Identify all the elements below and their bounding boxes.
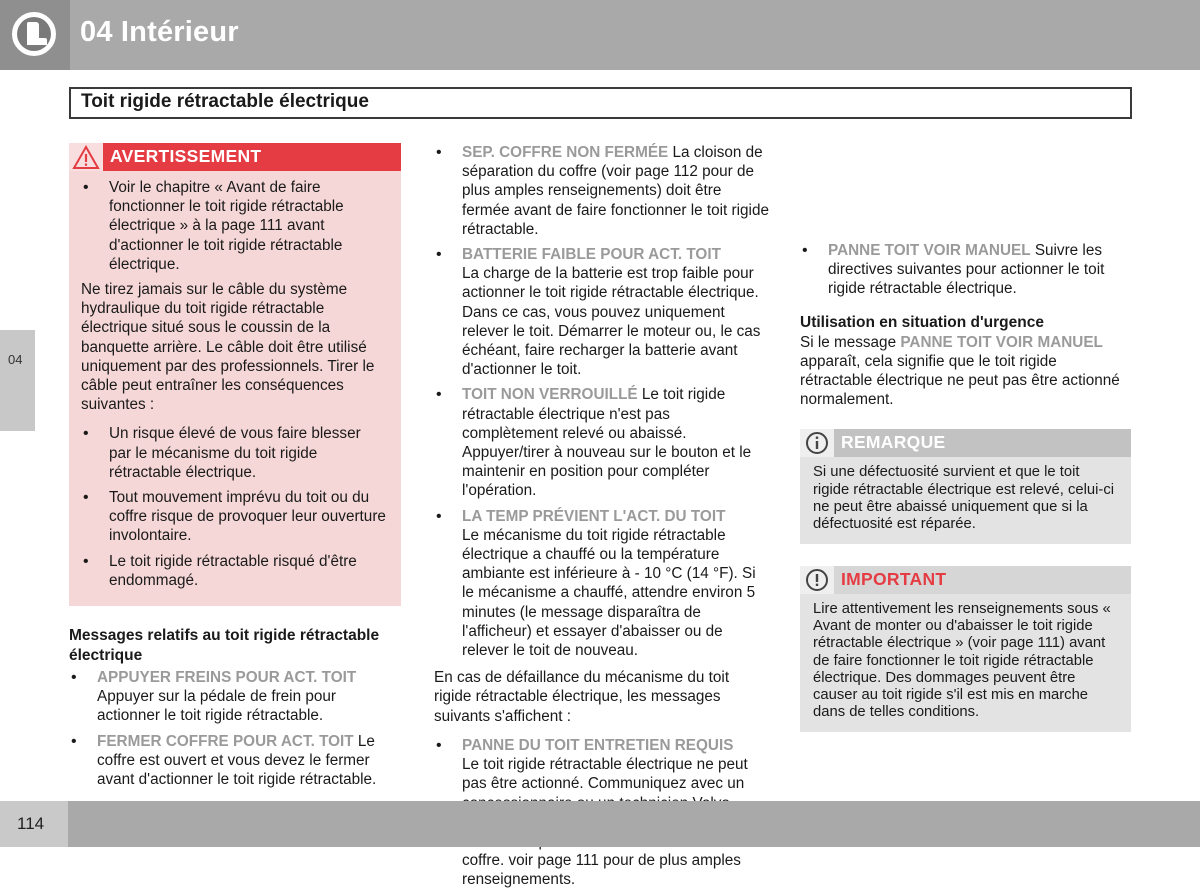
page-header xyxy=(0,0,1200,70)
message-code: LA TEMP PRÉVIENT L'ACT. DU TOIT xyxy=(462,507,726,525)
emergency-code: PANNE TOIT VOIR MANUEL xyxy=(900,333,1103,351)
continuation-spacer xyxy=(800,143,1131,239)
message-text: Suivre les directives suivantes pour actionner le toit rigide rétractable électrique. xyxy=(828,242,1105,298)
warning-item: • Un risque élevé de vous faire blesser par le mécanisme du toit rigide rétractable électrique. xyxy=(81,424,387,482)
message-code: FERMER COFFRE POUR ACT. TOIT xyxy=(97,732,354,750)
side-tab-label: 04 xyxy=(8,352,23,367)
message-item xyxy=(434,385,769,500)
column-3 xyxy=(800,143,1131,732)
message-code: PANNE DU TOIT ENTRETIEN REQUIS xyxy=(462,736,734,754)
column-1 xyxy=(69,143,401,795)
message-code: SEP. COFFRE NON FERMÉE xyxy=(462,144,669,161)
section-title-box xyxy=(69,87,1132,119)
remarque-header xyxy=(800,429,1131,457)
remarque-box xyxy=(800,429,1131,543)
warning-body xyxy=(69,171,401,590)
failure-message-item xyxy=(800,241,1131,299)
exclamation-icon xyxy=(800,566,834,594)
chapter-title: 04 Intérieur xyxy=(80,16,239,48)
message-text: Le coffre est ouvert et vous devez le fermer avant d'actionner le toit rigide rétractable. xyxy=(97,732,377,789)
warning-header xyxy=(69,143,401,171)
page-number-box xyxy=(0,801,68,847)
warning-intro-item: • Voir le chapitre « Avant de faire fonctionner le toit rigide rétractable électrique » à la page 111 avant d'actionner le toit rigide rétractable électrique. xyxy=(81,178,387,274)
warning-title: AVERTISSEMENT xyxy=(110,146,262,166)
column-2 xyxy=(434,143,769,889)
emergency-paragraph xyxy=(800,333,1131,410)
message-item xyxy=(69,732,401,790)
important-title: IMPORTANT xyxy=(841,568,947,589)
remarque-text: Si une défectuosité survient et que le toit rigide rétractable électrique est relevé, celui-ci ne peut être abaissé uniquement que si la défectuosité est réparée. xyxy=(813,464,1115,533)
message-item xyxy=(434,507,769,661)
page-number: 114 xyxy=(17,814,45,833)
emergency-heading: Utilisation en situation d'urgence xyxy=(800,313,1044,331)
message-item xyxy=(434,143,769,239)
message-code: PANNE TOIT VOIR MANUEL xyxy=(828,242,1031,259)
warning-item: • Tout mouvement imprévu du toit ou du coffre risque de provoquer leur ouverture involontaire. xyxy=(81,488,387,546)
message-code: APPUYER FREINS POUR ACT. TOIT xyxy=(97,669,357,687)
seat-icon xyxy=(11,11,57,57)
messages-heading: Messages relatifs au toit rigide rétractable électrique xyxy=(69,627,380,665)
message-item xyxy=(434,245,769,379)
message-text: Le toit rigide rétractable électrique ne peut pas être actionné. Communiquez avec un coffre. voir page 111 pour de plus amples renseignements. xyxy=(462,756,748,889)
important-header xyxy=(800,566,1131,594)
important-text: Lire attentivement les renseignements sous « Avant de monter ou d'abaisser le toit rigide rétractable électrique » (voir page 111) avant de faire fonctionner le toit rigide rétractable électrique. Des dommages peuvent être causer au toit rigide s'il est mis en marche dans de telles conditions. xyxy=(813,600,1111,721)
message-text: Appuyer sur la pédale de frein pour actionner le toit rigide rétractable. xyxy=(97,688,336,725)
emergency-prefix: Si le message xyxy=(800,333,897,351)
message-text: Le toit rigide rétractable électrique n'est pas complètement relevé ou abaissé. Appuyer/tirer à nouveau sur le bouton et le maintenir en position pour compléter l'opération. xyxy=(462,386,752,500)
chapter-badge xyxy=(0,0,70,70)
message-text: La charge de la batterie est trop faible pour actionner le toit rigide rétractable électrique. Dans ce cas, vous pouvez uniquement relever le toit. Démarrer le moteur ou, le cas échéant, faire recharger la batterie avant d'actionner le toit. xyxy=(462,265,761,379)
info-icon xyxy=(800,429,834,457)
warning-triangle-icon xyxy=(69,143,103,171)
message-code: TOIT NON VERROUILLÉ xyxy=(462,386,638,404)
section-title: Toit rigide rétractable électrique xyxy=(81,91,369,112)
important-box xyxy=(800,566,1131,732)
message-text: Le mécanisme du toit rigide rétractable électrique a chauffé ou la température ambiante est inférieure à - 10 °C (14 °F). Si le mécanisme a chauffé, attendre environ 5 minutes (le message disparaîtra de l'afficheur) et essayer d'abaisser ou de relever le toit de nouveau. xyxy=(462,526,756,660)
failure-paragraph: En cas de défaillance du mécanisme du toit rigide rétractable électrique, les messages suivants s'affichent : xyxy=(434,669,730,725)
page-footer xyxy=(0,801,1200,847)
message-code: BATTERIE FAIBLE POUR ACT. TOIT xyxy=(462,246,721,264)
warning-paragraph: Ne tirez jamais sur le câble du système hydraulique du toit rigide rétractable électrique situé sous le coussin de la banquette arrière. Le câble doit être utilisé uniquement par des professionnels. Tirer le câble peut entraîner les conséquences suivantes : xyxy=(81,281,375,414)
message-text: La cloison de séparation du coffre (voir page 112 pour de plus amples renseignements) doit être fermée avant de faire fonctionner le toit rigide rétractable. xyxy=(462,144,769,238)
emergency-suffix: apparaît, cela signifie que le toit rigide rétractable électrique ne peut pas être actionné normalement. xyxy=(800,352,1120,409)
warning-item: • Le toit rigide rétractable risqué d'être endommagé. xyxy=(81,552,387,590)
chapter-side-tab xyxy=(0,330,35,431)
remarque-title: REMARQUE xyxy=(841,432,946,453)
message-item xyxy=(69,668,401,726)
warning-box xyxy=(69,143,401,606)
